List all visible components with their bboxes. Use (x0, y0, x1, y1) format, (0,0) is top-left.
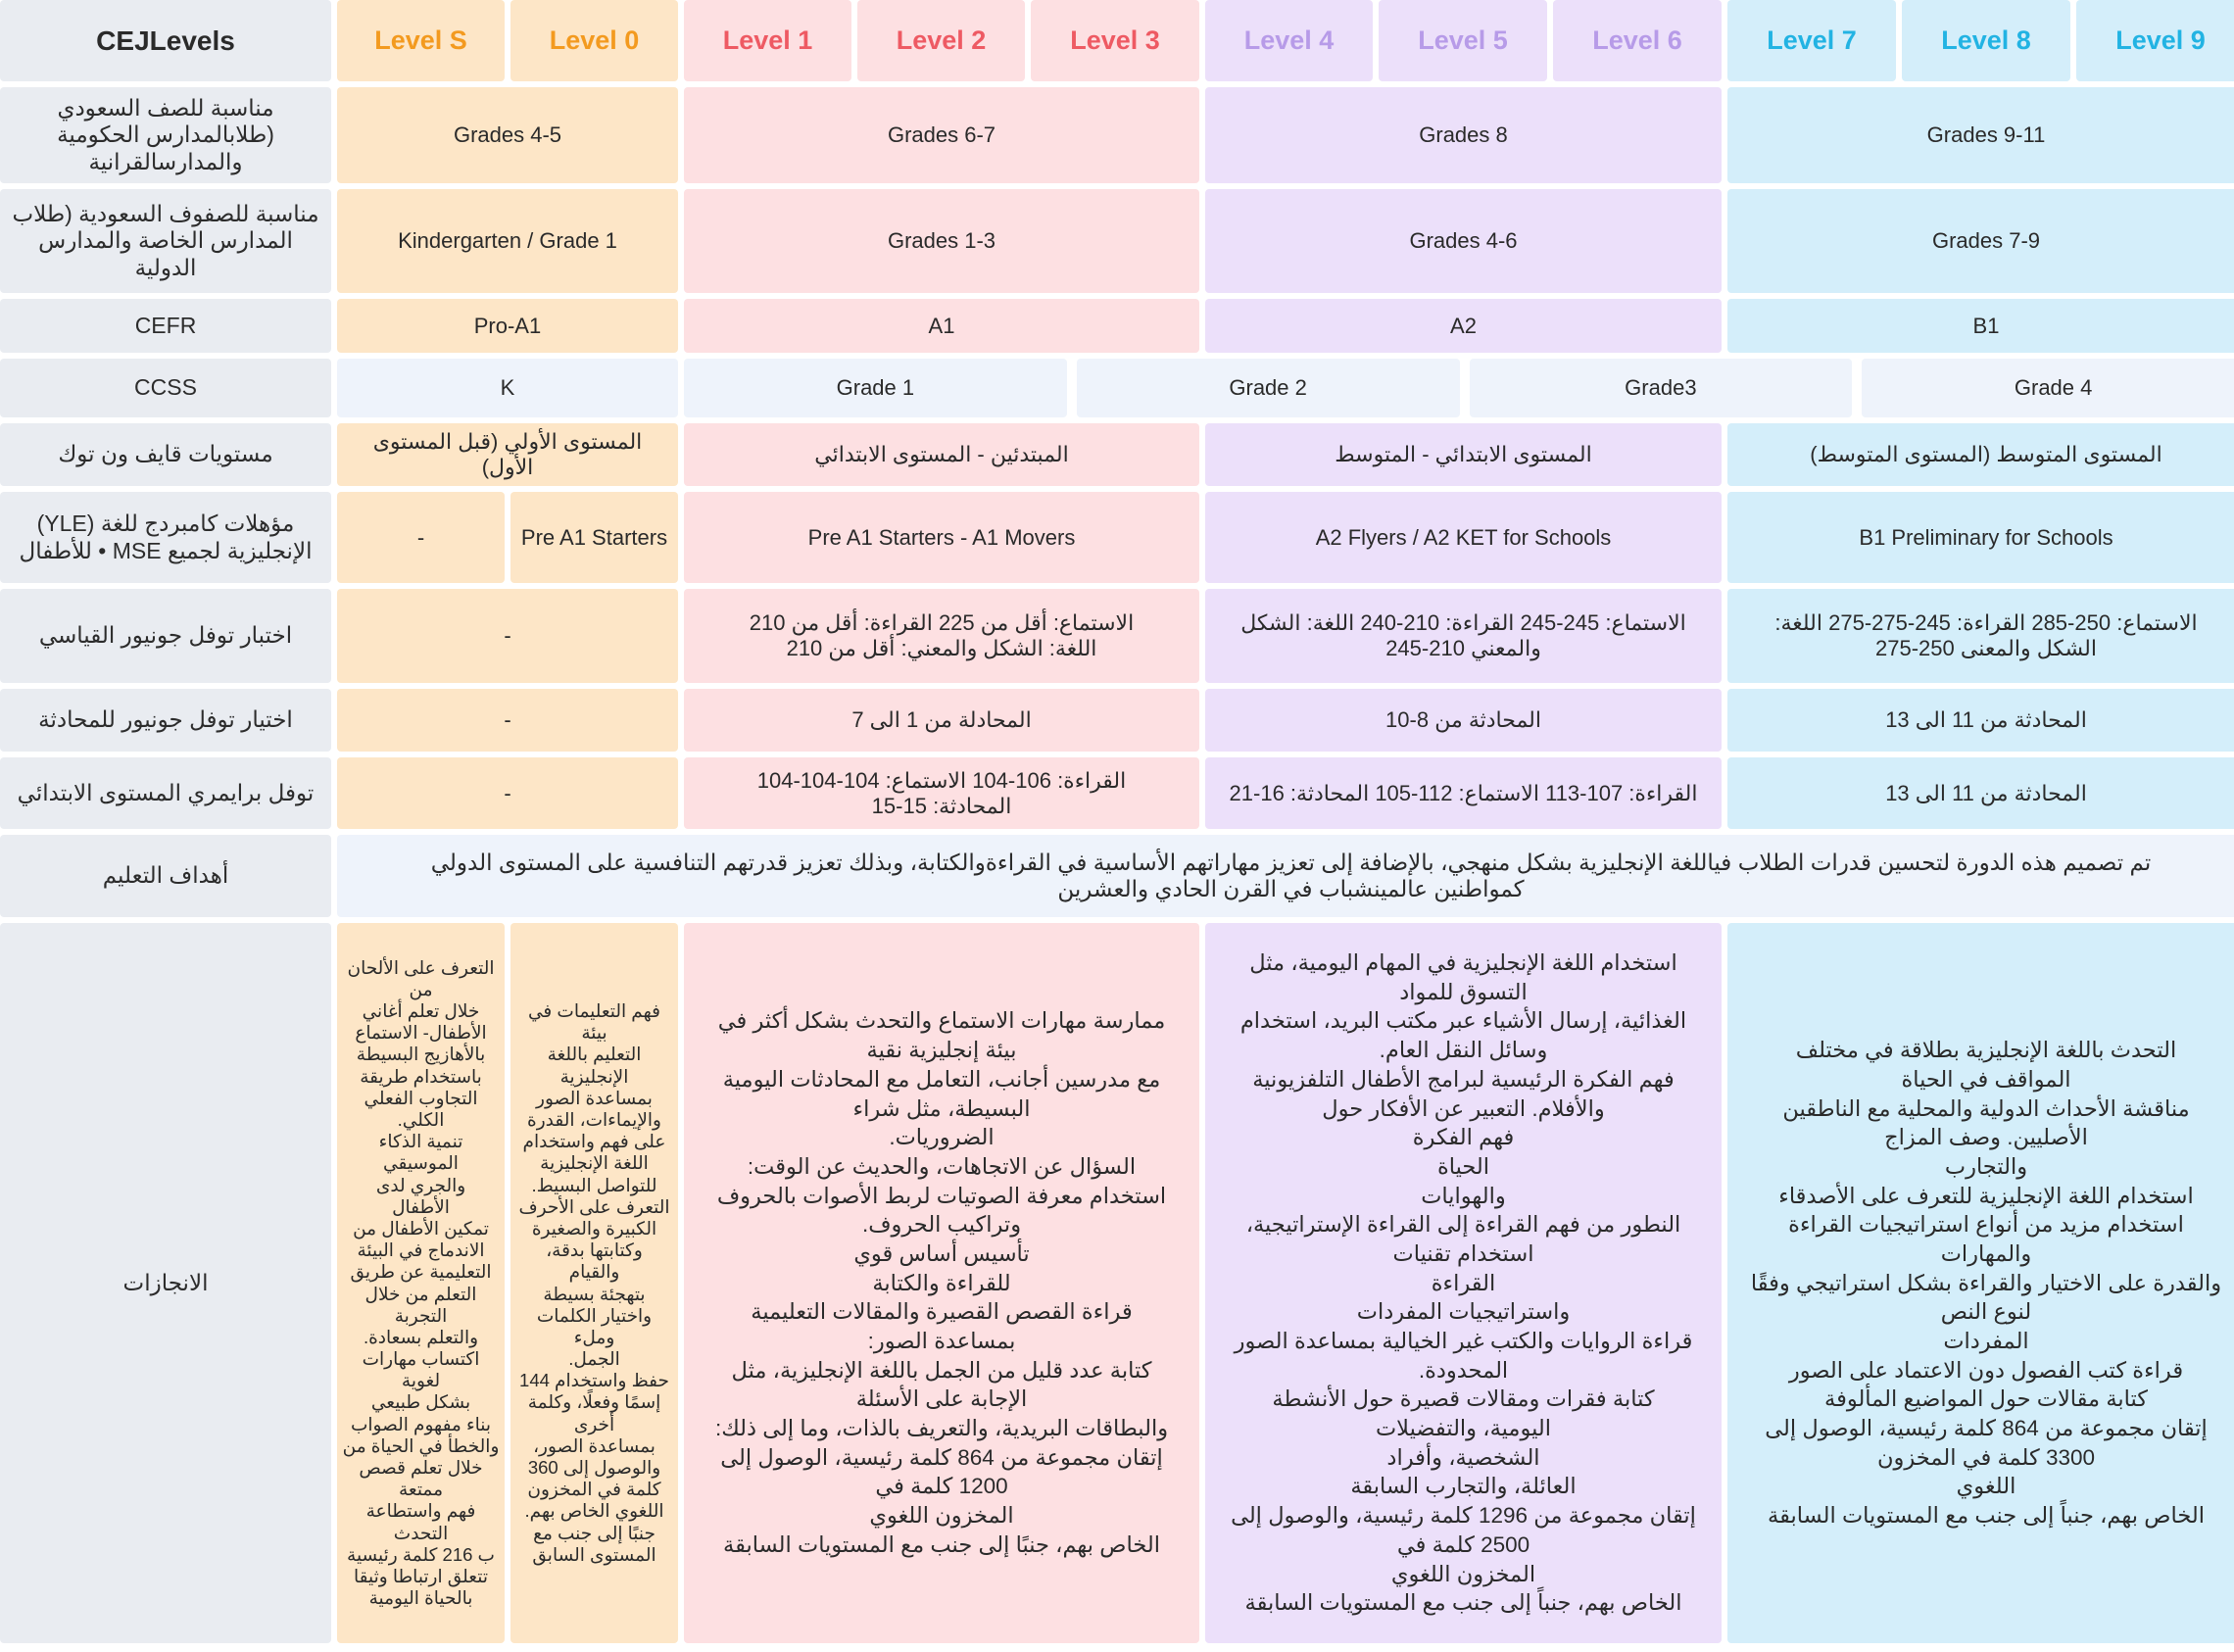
toefl-standard-level-4-6: الاستماع: 245-245 القراءة: 210-240 اللغة: الشكل والمعني 210-245 (1205, 589, 1722, 683)
quest-level-1-3: المبتدئين - المستوى الابتدائي (684, 423, 1199, 486)
saudi-private-level-7-9: Grades 7-9 (1727, 189, 2234, 293)
achievements-level-0: فهم التعليمات في بيئة التعليم باللغة الإنجليزية بمساعدة الصور والإيماءات، القدرة على فهم واستخدام اللغة الإنجليزية للتواصل البسيط. التعرف على الأحرف الكبيرة والصغيرة وكتابتها بدقة، والقيام بتهجئة بسيطة واختيار الكلمات وملء الجمل. حفظ واستخدام 144 إسمًا وفعلًا، وكلمة أخرى بمساعدة الصور، والوصول إلى 360 كلمة في المخزون اللغوي الخاص بهم. جنبًا إلى جنب مع المستوى السابق (510, 923, 678, 1643)
achievements-level-7-9: التحدث باللغة الإنجليزية بطلاقة في مختلف المواقف في الحياة مناقشة الأحداث الدولية والمحلية مع الناطقين الأصليين. وصف المزاج والتجارب استخدام اللغة الإنجليزية للتعرف على الأصدقاء استخدام مزيد من أنواع استراتيجيات القراءة والمهارات والقدرة على الاختيار والقراءة بشكل استراتيجي وفقًا لنوع النص المفردات قراءة كتب الفصول دون الاعتماد على الصور كتابة مقالات حول المواضيع المألوفة إتقان مجموعة من 864 كلمة رئيسية، الوصول إلى 3300 كلمة في المخزون اللغوي الخاص بهم، جنباً إلى جنب مع المستويات السابقة (1727, 923, 2234, 1643)
row-label-toefl-primary: توفل برايمري المستوى الابتدائي (0, 757, 331, 829)
yle-level-1-3: Pre A1 Starters - A1 Movers (684, 492, 1199, 583)
level-header-9: Level 9 (2076, 0, 2234, 81)
toefl-primary-level-4-6: القراءة: 107-113 الاستماع: 112-105 المحادثة: 16-21 (1205, 757, 1722, 829)
row-label-saudi-public: مناسبة للصف السعودي (طلابالمدارس الحكومية والمدارسالقرانية (0, 87, 331, 183)
toefl-speaking-level-s-0: - (337, 689, 678, 752)
level-header-3: Level 3 (1031, 0, 1199, 81)
level-header-7: Level 7 (1727, 0, 1896, 81)
toefl-standard-level-s-0: - (337, 589, 678, 683)
achievements-level-1-3: ممارسة مهارات الاستماع والتحدث بشكل أكثر في بيئة إنجليزية نقية مع مدرسين أجانب، التعامل مع المحادثات اليومية البسيطة، مثل شراء الضروريات. السؤال عن الاتجاهات، والحديث عن الوقت: استخدام معرفة الصوتيات لربط الأصوات بالحروف وتراكيب الحروف. تأسيس أساس قوي للقراءة والكتابة قراءة القصص القصيرة والمقالات التعليمية بمساعدة الصور: كتابة عدد قليل من الجمل باللغة الإنجليزية، مثل الإجابة على الأسئلة والبطاقات البريدية، والتعريف بالذات، وما إلى ذلك: إتقان مجموعة من 864 كلمة رئيسية، الوصول إلى 1200 كلمة في المخزون اللغوي الخاص بهم، جنبًا إلى جنب مع المستويات السابقة (684, 923, 1199, 1643)
ccss-grade-1: Grade 1 (684, 359, 1067, 417)
learning-goals-text: تم تصميم هذه الدورة لتحسين قدرات الطلاب فياللغة الإنجليزية بشكل منهجي، بالإضافة إلى تعزيز مهاراتهم الأساسية في القراءةوالكتابة، وبذلك تعزيز قدرتهم التنافسية على المستوى الدولي كمواطنين عالمينشباب في القرن الحادي والعشرين (337, 835, 2234, 917)
saudi-private-level-1-3: Grades 1-3 (684, 189, 1199, 293)
table-corner-title: CEJLevels (0, 0, 331, 81)
cefr-level-4-6: A2 (1205, 299, 1722, 353)
yle-level-s: - (337, 492, 505, 583)
ccss-grade-3: Grade3 (1470, 359, 1853, 417)
row-label-toefl-junior-standard: اختبار توفل جونيور القياسي (0, 589, 331, 683)
saudi-private-level-4-6: Grades 4-6 (1205, 189, 1722, 293)
level-header-4: Level 4 (1205, 0, 1373, 81)
level-header-5: Level 5 (1379, 0, 1547, 81)
level-header-2: Level 2 (857, 0, 1025, 81)
row-label-toefl-junior-speaking: اختيار توفل جونيور للمحادثة (0, 689, 331, 752)
toefl-speaking-level-4-6: المحادثة من 8-10 (1205, 689, 1722, 752)
row-label-saudi-private: مناسبة للصفوف السعودية (طلاب المدارس الخاصة والمدارس الدولية (0, 189, 331, 293)
quest-level-s-0: المستوى الأولي (قبل المستوى الأول) (337, 423, 678, 486)
cefr-level-s-0: Pro-A1 (337, 299, 678, 353)
row-label-cefr: CEFR (0, 299, 331, 353)
saudi-public-level-1-3: Grades 6-7 (684, 87, 1199, 183)
saudi-private-level-s-0: Kindergarten / Grade 1 (337, 189, 678, 293)
level-header-1: Level 1 (684, 0, 851, 81)
level-header-s: Level S (337, 0, 505, 81)
ccss-grade-4: Grade 4 (1862, 359, 2234, 417)
cefr-level-1-3: A1 (684, 299, 1199, 353)
achievements-level-s: التعرف على الألحان من خلال تعلم أغاني الأطفال- الاستماع بالأهازيج البسيطة باستخدام طريقة التجاوب الفعلي الكلي. تنمية الذكاء الموسيقي والجري لدى الأطفال تمكين الأطفال من الاندماج في البيئة التعليمية عن طريق التعلم من خلال التجربة والتعلم بسعادة. اكتساب مهارات لغوية بشكل طبيعي بناء مفهوم الصواب والخطأ في الحياة من خلال تعلم قصص ممتعة فهم واستطاعة التحدث ب 216 كلمة رئيسية تتعلق ارتباطا وثيقا بالحياة اليومية (337, 923, 505, 1643)
row-label-ccss: CCSS (0, 359, 331, 417)
level-header-8: Level 8 (1902, 0, 2070, 81)
quest-level-7-9: المستوى المتوسط (المستوى المتوسط) (1727, 423, 2234, 486)
toefl-speaking-level-7-9: المحادثة من 11 الى 13 (1727, 689, 2234, 752)
ccss-k: K (337, 359, 678, 417)
toefl-speaking-level-1-3: المحادلة من 1 الى 7 (684, 689, 1199, 752)
level-header-6: Level 6 (1553, 0, 1722, 81)
yle-level-4-6: A2 Flyers / A2 KET for Schools (1205, 492, 1722, 583)
level-header-0: Level 0 (510, 0, 678, 81)
toefl-primary-level-s-0: - (337, 757, 678, 829)
saudi-public-level-4-6: Grades 8 (1205, 87, 1722, 183)
toefl-primary-level-1-3: القراءة: 106-104 الاستماع: 104-104-104 المحادثة: 15-15 (684, 757, 1199, 829)
toefl-primary-level-7-9: المحادثة من 11 الى 13 (1727, 757, 2234, 829)
row-label-achievements: الانجازات (0, 923, 331, 1643)
yle-level-7-9: B1 Preliminary for Schools (1727, 492, 2234, 583)
row-label-quest: مستويات قايف ون توك (0, 423, 331, 486)
row-label-cambridge-yle: مؤهلات كامبردج للغة (YLE) الإنجليزية لجميع MSE • للأطفال (0, 492, 331, 583)
saudi-public-level-7-9: Grades 9-11 (1727, 87, 2234, 183)
achievements-level-4-6: استخدام اللغة الإنجليزية في المهام اليومية، مثل التسوق للمواد الغذائية، إرسال الأشياء عبر مكتب البريد، استخدام وسائل النقل العام. فهم الفكرة الرئيسية لبرامج الأطفال التلفزيونية والأفلام. التعبير عن الأفكار حول فهم الفكرة الحياة والهوايات النطور من فهم القراءة إلى القراءة الإستراتيجية، استخدام تقنيات القراءة واستراتيجيات المفردات قراءة الروايات والكتب غير الخيالية بمساعدة الصور المحدودة. كتابة فقرات ومقالات قصيرة حول الأنشطة اليومية، والتفضيلات الشخصية، وأفراد العائلة، والتجارب السابقة إتقان مجموعة من 1296 كلمة رئيسية، والوصول إلى 2500 كلمة في المخزون اللغوي الخاص بهم، جنباً إلى جنب مع المستويات السابقة (1205, 923, 1722, 1643)
row-label-learning-goals: أهداف التعليم (0, 835, 331, 917)
cefr-level-7-9: B1 (1727, 299, 2234, 353)
saudi-public-level-s-0: Grades 4-5 (337, 87, 678, 183)
quest-level-4-6: المستوى الابتدائي - المتوسط (1205, 423, 1722, 486)
yle-level-0: Pre A1 Starters (510, 492, 678, 583)
toefl-standard-level-1-3: الاستماع: أقل من 225 القراءة: أقل من 210 اللغة: الشكل والمعني: أقل من 210 (684, 589, 1199, 683)
ccss-grade-2: Grade 2 (1077, 359, 1460, 417)
ccss-grades-group (684, 359, 2234, 417)
toefl-standard-level-7-9: الاستماع: 250-285 القراءة: 245-275-275 اللغة: الشكل والمعنى 250-275 (1727, 589, 2234, 683)
